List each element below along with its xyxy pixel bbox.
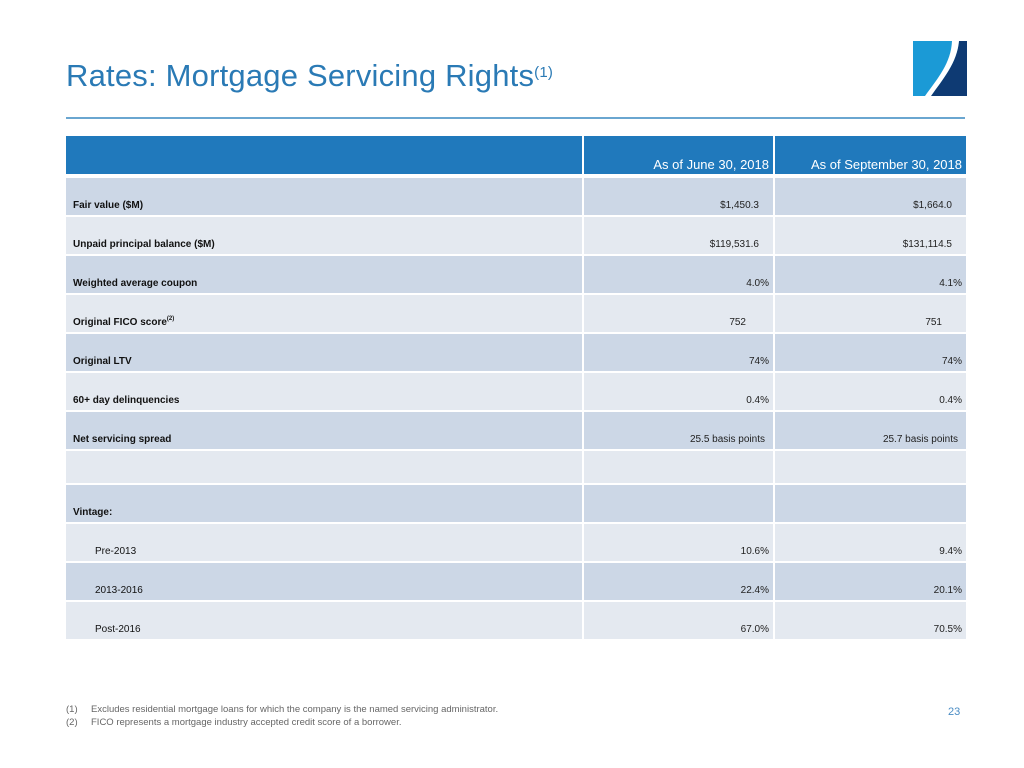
june-value: $1,450.3 <box>720 200 759 211</box>
title-divider <box>66 117 965 119</box>
september-value: 25.7 basis points <box>882 434 958 445</box>
september-value: 4.1% <box>939 278 962 289</box>
june-value: 10.6% <box>740 546 769 557</box>
june-value: 4.0% <box>746 278 769 289</box>
row-label: Net servicing spread <box>73 434 172 445</box>
table-row <box>66 334 966 373</box>
june-value: 25.5 basis points <box>689 434 765 445</box>
table-row <box>66 178 966 217</box>
table-row <box>66 524 966 563</box>
september-value: 20.1% <box>933 585 962 596</box>
row-label: Original LTV <box>73 356 132 367</box>
september-value: 9.4% <box>939 546 962 557</box>
september-value: 0.4% <box>939 395 962 406</box>
september-value: $131,114.5 <box>902 239 952 250</box>
table-row <box>66 412 966 451</box>
june-value: 74% <box>748 356 769 367</box>
table-row <box>66 217 966 256</box>
june-value: $119,531.6 <box>709 239 759 250</box>
header-june-label: As of June 30, 2018 <box>653 157 769 172</box>
footnote: (1) Excludes residential mortgage loans for which the company is the named servicing administrator. <box>66 704 499 715</box>
september-value: 70.5% <box>933 624 962 635</box>
header-cell-label <box>66 136 582 174</box>
june-value: 0.4% <box>746 395 769 406</box>
row-label: Fair value ($M) <box>73 200 144 211</box>
page-number: 23 <box>948 706 961 718</box>
header-cell-september <box>773 136 966 174</box>
header-cell-june <box>582 136 773 174</box>
table-row <box>66 373 966 412</box>
row-label: Vintage: <box>73 507 113 518</box>
table-row <box>66 295 966 334</box>
row-label: Weighted average coupon <box>73 278 198 289</box>
footnote: (2) FICO represents a mortgage industry accepted credit score of a borrower. <box>66 717 402 728</box>
table-row <box>66 563 966 602</box>
msr-table <box>66 136 966 639</box>
fico-footnote-marker: (2) <box>166 316 175 322</box>
footnotes <box>66 703 498 729</box>
june-value: 67.0% <box>740 624 769 635</box>
row-label: 60+ day delinquencies <box>73 395 180 406</box>
table-row-empty <box>66 451 966 485</box>
row-label: 2013-2016 <box>95 585 143 596</box>
row-label: Unpaid principal balance ($M) <box>73 239 215 250</box>
row-label: Original FICO score$^{(2)}$ <box>73 316 175 328</box>
june-value: 22.4% <box>740 585 769 596</box>
header-september-label: As of September 30, 2018 <box>810 157 962 172</box>
table-row-vintage-heading <box>66 485 966 524</box>
row-label: Pre-2013 <box>95 546 137 557</box>
company-logo-icon <box>913 41 967 96</box>
title-footnote-marker: (1) <box>534 64 554 81</box>
table-row <box>66 256 966 295</box>
row-label: Post-2016 <box>95 624 141 635</box>
table-row <box>66 602 966 639</box>
september-value: 751 <box>925 317 942 328</box>
september-value: $1,664.0 <box>913 200 952 211</box>
september-value: 74% <box>941 356 962 367</box>
page-title-text: Rates: Mortgage Servicing Rights <box>66 58 535 93</box>
table-header-row <box>66 136 966 174</box>
page-title <box>66 58 553 94</box>
june-value: 752 <box>729 317 746 328</box>
